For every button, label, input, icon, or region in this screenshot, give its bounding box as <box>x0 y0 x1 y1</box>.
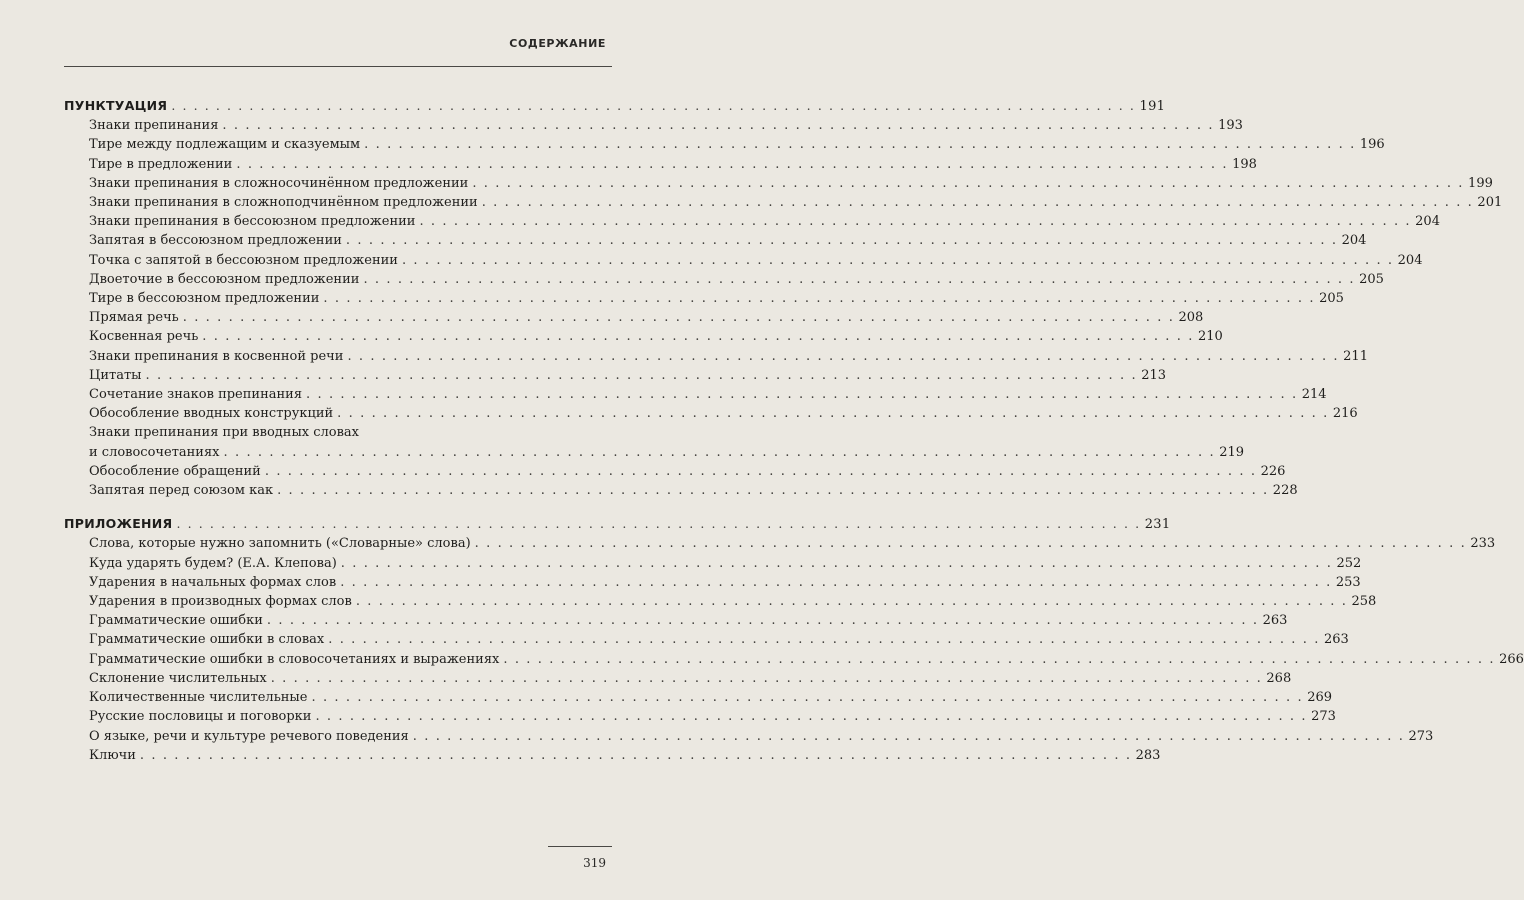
leader-dots <box>341 554 1333 573</box>
page-ref: 198 <box>1232 156 1257 172</box>
entry-title: Обособление обращений <box>89 463 261 479</box>
page-ref: 216 <box>1332 406 1358 422</box>
page-ref: 226 <box>1260 463 1286 479</box>
leader-dots <box>364 135 1356 154</box>
page-ref: 214 <box>1301 387 1327 403</box>
table-of-contents <box>64 96 1524 779</box>
page-number: 319 <box>583 856 606 870</box>
page-ref: 252 <box>1336 555 1362 571</box>
toc-entry[interactable] <box>64 554 1362 573</box>
leader-dots <box>472 174 1464 193</box>
leader-dots <box>475 534 1467 553</box>
page-ref: 208 <box>1178 310 1204 326</box>
leader-dots <box>315 707 1307 726</box>
toc-section-heading[interactable] <box>64 96 1166 116</box>
toc-entry[interactable] <box>64 308 1204 327</box>
toc-entry[interactable] <box>64 630 1349 649</box>
page-ref: 205 <box>1319 291 1344 307</box>
toc-entry[interactable] <box>64 193 1503 212</box>
entry-title: Прямая речь <box>89 310 179 326</box>
page-ref: 233 <box>1470 536 1496 552</box>
page-ref: 266 <box>1499 651 1524 667</box>
page-ref: 219 <box>1219 444 1245 460</box>
leader-dots <box>202 327 1194 346</box>
leader-dots <box>311 688 1303 707</box>
page-ref: 213 <box>1141 367 1167 383</box>
toc-entry[interactable] <box>64 327 1223 346</box>
toc-entry[interactable] <box>64 746 1161 765</box>
entry-title: Грамматические ошибки <box>89 613 263 629</box>
toc-entry[interactable] <box>64 116 1243 135</box>
section-title: ПУНКТУАЦИЯ <box>64 98 168 113</box>
entry-title-line-2: и словосочетаниях <box>89 444 220 460</box>
entry-title: Запятая в бессоюзном предложении <box>89 233 342 249</box>
entry-title: Тире в предложении <box>89 156 233 172</box>
entry-title: Склонение числительных <box>89 670 267 686</box>
leader-dots <box>337 404 1329 423</box>
toc-entry[interactable] <box>64 592 1377 611</box>
leader-dots <box>267 611 1259 630</box>
header-rule <box>64 66 612 67</box>
toc-entry[interactable] <box>64 212 1440 231</box>
page-ref: 210 <box>1197 329 1223 345</box>
toc-entry[interactable] <box>64 462 1286 481</box>
toc-entry[interactable] <box>64 707 1336 726</box>
entry-title: Тире между подлежащим и сказуемым <box>89 137 361 153</box>
page-ref: 258 <box>1351 594 1377 610</box>
page-ref: 191 <box>1139 99 1166 114</box>
entry-title: Слова, которые нужно запомнить («Словарные» слова) <box>89 536 471 552</box>
entry-title: Сочетание знаков препинания <box>89 387 303 403</box>
entry-title: Куда ударять будем? (Е.А. Клепова) <box>89 555 337 571</box>
entry-title: Ударения в производных формах слов <box>89 594 352 610</box>
leader-dots <box>171 96 1135 115</box>
leader-dots <box>176 514 1140 533</box>
toc-section-heading[interactable] <box>64 514 1171 534</box>
leader-dots <box>328 630 1320 649</box>
entry-title: Точка с запятой в бессоюзном предложении <box>89 252 398 268</box>
page-ref: 273 <box>1408 728 1434 744</box>
leader-dots <box>347 347 1339 366</box>
toc-entry[interactable] <box>64 611 1288 630</box>
leader-dots <box>346 231 1338 250</box>
entry-title: Обособление вводных конструкций <box>89 406 334 422</box>
toc-entry[interactable] <box>64 688 1333 707</box>
page-ref: 204 <box>1397 252 1423 268</box>
toc-entry[interactable] <box>64 481 1298 500</box>
toc-entry[interactable] <box>64 347 1368 366</box>
entry-title: Запятая перед союзом как <box>89 483 274 499</box>
entry-title-block <box>89 423 1245 461</box>
entry-title: Грамматические ошибки в словах <box>89 632 325 648</box>
page-ref: 263 <box>1262 613 1288 629</box>
page-ref: 193 <box>1218 118 1243 134</box>
toc-entry[interactable] <box>64 155 1257 174</box>
toc-section-appendices <box>64 514 1524 765</box>
entry-title-line-1: Знаки препинания при вводных словах <box>89 425 360 441</box>
entry-title: Цитаты <box>89 367 142 383</box>
toc-entry[interactable] <box>64 534 1496 553</box>
toc-entry[interactable] <box>64 385 1327 404</box>
leader-dots <box>306 385 1298 404</box>
page-ref: 283 <box>1135 747 1161 763</box>
footer-rule <box>548 846 612 847</box>
entry-title: Ключи <box>89 747 136 763</box>
page-ref: 211 <box>1343 348 1368 364</box>
toc-entry[interactable] <box>64 727 1434 746</box>
leader-dots <box>323 289 1315 308</box>
toc-entry[interactable] <box>64 366 1167 385</box>
entry-title: Русские пословицы и поговорки <box>89 709 312 725</box>
page-ref: 228 <box>1272 483 1298 499</box>
entry-title: Знаки препинания в сложносочинённом предложении <box>89 175 469 191</box>
entry-title: Двоеточие в бессоюзном предложении <box>89 271 360 287</box>
page-ref: 269 <box>1307 690 1333 706</box>
page-ref: 273 <box>1311 709 1336 725</box>
entry-title: Знаки препинания в косвенной речи <box>89 348 344 364</box>
leader-dots <box>413 727 1405 746</box>
toc-entry[interactable] <box>64 251 1423 270</box>
leader-dots <box>140 746 1132 765</box>
running-head: СОДЕРЖАНИЕ <box>509 37 606 50</box>
leader-dots <box>271 669 1263 688</box>
leader-dots <box>222 116 1214 135</box>
leader-dots <box>482 193 1474 212</box>
toc-entry-multiline[interactable] <box>64 423 1245 461</box>
toc-entry[interactable] <box>64 231 1367 250</box>
entry-title: Количественные числительные <box>89 690 308 706</box>
toc-entry[interactable] <box>64 573 1361 592</box>
entry-title: Знаки препинания <box>89 118 219 134</box>
leader-dots <box>145 366 1137 385</box>
entry-title: Знаки препинания в сложноподчинённом предложении <box>89 195 478 211</box>
toc-entry[interactable] <box>64 135 1385 154</box>
page-ref: 196 <box>1359 137 1385 153</box>
entry-title: Тире в бессоюзном предложении <box>89 291 320 307</box>
page-ref: 263 <box>1323 632 1349 648</box>
page-ref: 204 <box>1415 214 1440 230</box>
entry-title: О языке, речи и культуре речевого поведения <box>89 728 409 744</box>
section-title: ПРИЛОЖЕНИЯ <box>64 516 173 532</box>
toc-entry[interactable] <box>64 174 1493 193</box>
page-ref: 204 <box>1341 233 1367 249</box>
page-ref: 205 <box>1359 271 1384 287</box>
leader-dots <box>503 650 1495 669</box>
entry-title: Грамматические ошибки в словосочетаниях и выражениях <box>89 651 500 667</box>
entry-title-line-2-row <box>89 443 1245 462</box>
leader-dots <box>224 443 1216 462</box>
leader-dots <box>236 155 1228 174</box>
page-ref: 253 <box>1335 574 1361 590</box>
entry-title: Знаки препинания в бессоюзном предложении <box>89 214 416 230</box>
entry-title: Косвенная речь <box>89 329 199 345</box>
leader-dots <box>402 251 1394 270</box>
toc-entry[interactable] <box>64 404 1358 423</box>
toc-entry[interactable] <box>64 650 1524 669</box>
page-ref: 231 <box>1144 517 1171 533</box>
leader-dots <box>356 592 1348 611</box>
toc-entry[interactable] <box>64 270 1384 289</box>
entry-title: Ударения в начальных формах слов <box>89 574 337 590</box>
leader-dots <box>363 270 1355 289</box>
toc-section-punctuation <box>64 96 1503 500</box>
toc-entry[interactable] <box>64 669 1292 688</box>
page-ref: 268 <box>1266 670 1292 686</box>
leader-dots <box>183 308 1175 327</box>
leader-dots <box>265 462 1257 481</box>
toc-entry[interactable] <box>64 289 1344 308</box>
page-ref: 199 <box>1468 175 1493 191</box>
page-ref: 201 <box>1477 195 1503 211</box>
leader-dots <box>340 573 1332 592</box>
leader-dots <box>419 212 1411 231</box>
leader-dots <box>277 481 1269 500</box>
